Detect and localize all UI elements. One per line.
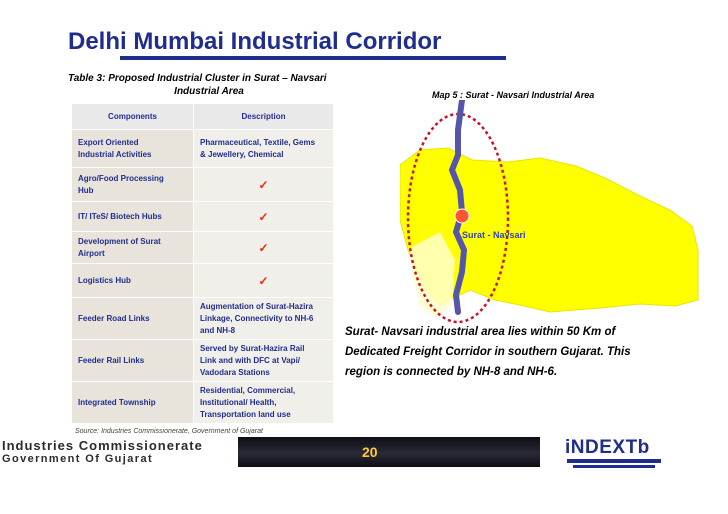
table-row	[72, 340, 334, 382]
check-icon: ✓	[194, 202, 334, 232]
table-row	[72, 202, 334, 232]
description-text: and NH-8	[200, 325, 236, 335]
area-description	[345, 322, 652, 382]
cluster-table	[71, 103, 334, 424]
component-text: Export Oriented	[78, 137, 139, 147]
table-row	[72, 298, 334, 340]
surat-marker-icon	[455, 209, 469, 223]
indextb-logo	[565, 437, 665, 471]
logo-tagline-bar	[573, 465, 655, 468]
table-row	[72, 232, 334, 264]
description-line: region is connected by NH-8 and NH-6.	[345, 366, 558, 378]
brand-line1: Industries Commissionerate	[2, 438, 203, 453]
description-cell	[194, 340, 334, 382]
description-text: & Jewellery, Chemical	[200, 149, 284, 159]
map-title: Map 5 : Surat - Navsari Industrial Area	[432, 90, 595, 100]
description-text: Link and with DFC at Vapi/	[200, 355, 301, 365]
description-text: Vadodara Stations	[200, 367, 270, 377]
description-text: Institutional/ Health,	[200, 397, 277, 407]
check-icon: ✓	[194, 264, 334, 298]
slide-title: Delhi Mumbai Industrial Corridor	[68, 28, 442, 55]
brand-block	[0, 437, 238, 467]
description-text: Linkage, Connectivity to NH-6	[200, 313, 314, 323]
table-row	[72, 168, 334, 202]
description-line: Surat- Navsari industrial area lies within 50 Km of	[345, 326, 616, 338]
description-text: Pharmaceutical, Textile, Gems	[200, 137, 316, 147]
table-row	[72, 382, 334, 424]
description-text: Residential, Commercial,	[200, 385, 296, 395]
logo-tagline-bar	[567, 459, 661, 463]
map-location-label: Surat - Navsari	[462, 230, 526, 240]
description-cell	[194, 130, 334, 168]
component-cell: IT/ ITeS/ Biotech Hubs	[72, 202, 194, 232]
component-cell: Integrated Township	[72, 382, 194, 424]
component-text: Agro/Food Processing	[78, 173, 164, 183]
source-note: Source: Industries Commissionerate, Government of Gujarat	[75, 428, 263, 435]
component-cell	[72, 130, 194, 168]
description-cell	[194, 298, 334, 340]
surat-navsari-map	[400, 100, 700, 325]
check-icon: ✓	[194, 232, 334, 264]
component-cell: Logistics Hub	[72, 264, 194, 298]
description-text: Augmentation of Surat-Hazira	[200, 301, 313, 311]
brand-line2: Government Of Gujarat	[2, 453, 154, 465]
description-cell	[194, 382, 334, 424]
component-text: Hub	[78, 185, 94, 195]
component-cell: Feeder Road Links	[72, 298, 194, 340]
title-underline	[120, 56, 506, 60]
component-cell: Feeder Rail Links	[72, 340, 194, 382]
description-text: Transportation land use	[200, 409, 291, 419]
title-bar	[58, 0, 728, 63]
description-text: Served by Surat-Hazira Rail	[200, 343, 305, 353]
component-text: Development of Surat	[78, 236, 161, 246]
table-row	[72, 264, 334, 298]
table-caption-line2: Industrial Area	[174, 86, 244, 97]
component-cell	[72, 232, 194, 264]
table-row	[72, 130, 334, 168]
logo-text: iNDEXTb	[565, 437, 650, 458]
page-number: 20	[362, 444, 378, 460]
table-header-row	[72, 104, 334, 130]
component-text: Airport	[78, 248, 105, 258]
check-icon: ✓	[194, 168, 334, 202]
table-caption	[68, 72, 350, 98]
header-description: Description	[194, 104, 334, 130]
header-components: Components	[72, 104, 194, 130]
component-text: Industrial Activities	[78, 149, 152, 159]
description-line: Dedicated Freight Corridor in southern Gujarat. This	[345, 346, 631, 358]
component-cell	[72, 168, 194, 202]
table-caption-line1: Table 3: Proposed Industrial Cluster in Surat – Navsari	[68, 73, 327, 84]
